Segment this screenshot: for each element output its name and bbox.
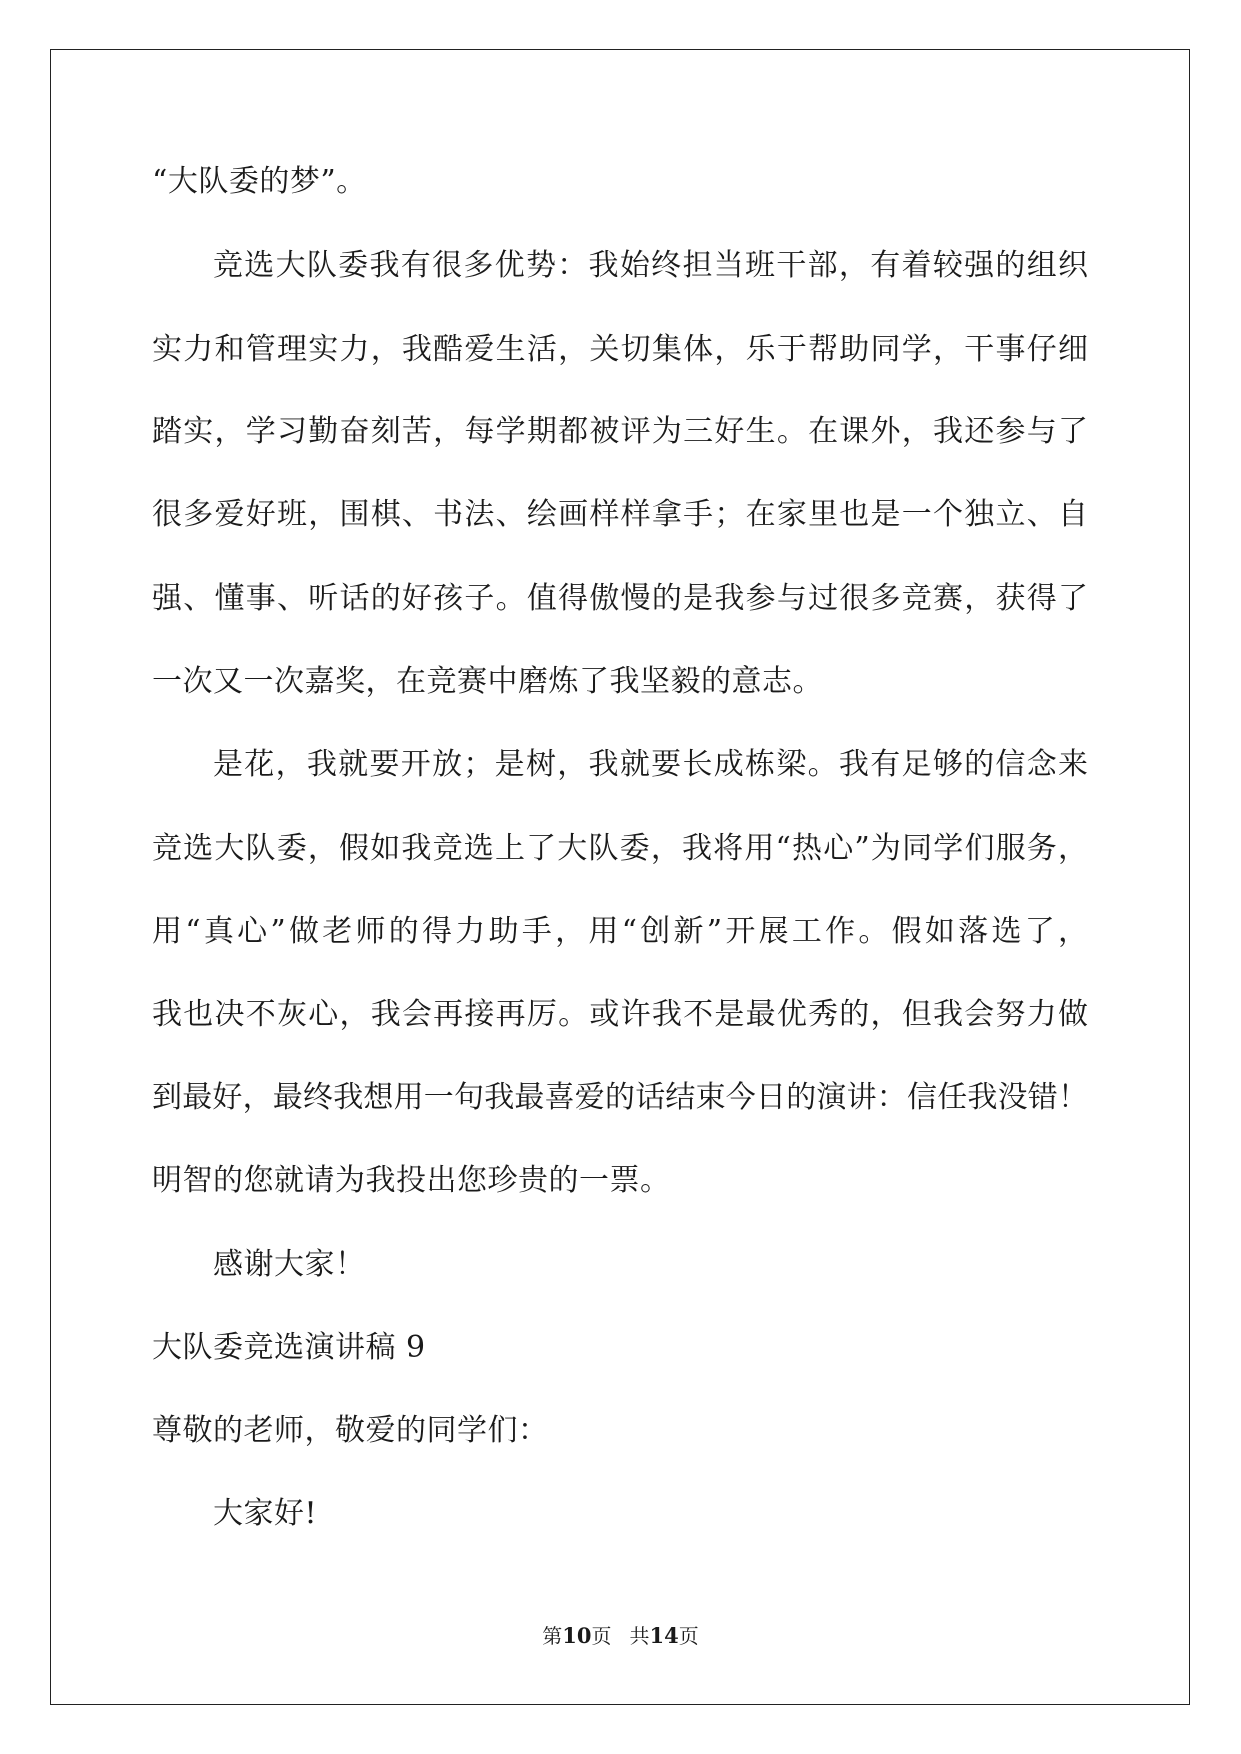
text-line: 一次又一次嘉奖，在竞赛中磨炼了我坚毅的意志。 [152,664,823,699]
footer-page-label: 页 [591,1624,612,1648]
total-page-number: 14 [649,1623,679,1648]
text-line: 明智的您就请为我投出您珍贵的一票。 [152,1163,671,1198]
footer-total-label: 页 [678,1624,699,1648]
page-border [50,49,1190,1705]
text-line: 强、懂事、听话的好孩子。值得傲慢的是我参与过很多竞赛，获得了 [152,581,1088,616]
text-line: 实力和管理实力，我酷爱生活，关切集体，乐于帮助同学，干事仔细 [152,332,1088,367]
text-line: “大队委的梦”。 [152,164,367,199]
text-line: 到最好，最终我想用一句我最喜爱的话结束今日的演讲：信任我没错！ [152,1080,1088,1115]
thanks-line: 感谢大家！ [213,1247,366,1282]
text-line: 竞选大队委，假如我竞选上了大队委，我将用“热心”为同学们服务， [152,831,1088,866]
current-page-number: 10 [562,1623,592,1648]
section-heading: 大队委竞选演讲稿 9 [152,1330,426,1365]
paragraph-first-line: 是花，我就要开放；是树，我就要长成栋梁。我有足够的信念来 [213,747,1088,782]
paragraph-first-line: 竞选大队委我有很多优势：我始终担当班干部，有着较强的组织 [213,248,1088,283]
footer-prefix: 第 [542,1624,563,1648]
salutation: 尊敬的老师，敬爱的同学们： [152,1413,549,1448]
page-footer [0,1622,1241,1650]
text-line: 很多爱好班，围棋、书法、绘画样样拿手；在家里也是一个独立、自 [152,497,1088,532]
text-line: 用“真心”做老师的得力助手，用“创新”开展工作。假如落选了， [152,914,1088,949]
text-line: 踏实，学习勤奋刻苦，每学期都被评为三好生。在课外，我还参与了 [152,414,1088,449]
text-line: 我也决不灰心，我会再接再厉。或许我不是最优秀的，但我会努力做 [152,997,1088,1032]
greeting: 大家好! [213,1496,318,1531]
footer-total-prefix: 共 [629,1624,650,1648]
